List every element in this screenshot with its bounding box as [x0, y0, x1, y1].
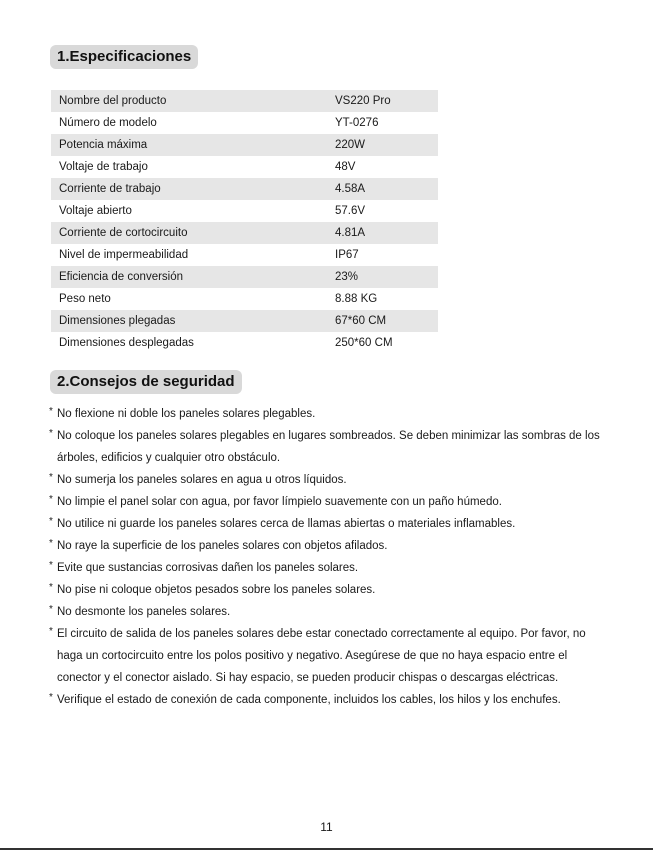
spec-value: 48V	[335, 161, 356, 173]
bottom-rule	[0, 848, 653, 850]
spec-row	[51, 332, 438, 354]
spec-value: 4.81A	[327, 222, 438, 244]
spec-row	[51, 200, 438, 222]
safety-tip	[49, 403, 609, 425]
spec-value: 250*60 CM	[335, 337, 393, 349]
section-heading-safety: 2.Consejos de seguridad	[50, 370, 242, 394]
spec-value: VS220 Pro	[327, 90, 438, 112]
safety-tip-text: El circuito de salida de los paneles solares debe estar conectado correctamente al equipo. Por favor, no haga un cortocircuito entre los polos positivo y negativo. Asegúrese de que no haya espacio entre el conector y el conector aislado. Si hay espacio, se pueden producir chispas o descargas eléctricas.	[57, 628, 586, 684]
safety-tips-list	[49, 403, 609, 711]
spec-label: Dimensiones plegadas	[51, 310, 327, 332]
spec-row	[51, 90, 438, 112]
bullet-asterisk: *	[49, 428, 53, 439]
safety-tip	[49, 469, 609, 491]
safety-tip-text: No coloque los paneles solares plegables en lugares sombreados. Se deben minimizar las sombras de los árboles, edificios y cualquier otro obstáculo.	[57, 430, 600, 464]
spec-label: Eficiencia de conversión	[51, 266, 327, 288]
spec-label: Dimensiones desplegadas	[59, 337, 194, 349]
safety-tip-text: No utilice ni guarde los paneles solares cerca de llamas abiertas o materiales inflamables.	[57, 518, 516, 530]
spec-value: 57.6V	[335, 205, 366, 217]
spec-label: Nivel de impermeabilidad	[59, 249, 189, 261]
spec-value: YT-0276	[335, 117, 379, 129]
bullet-asterisk: *	[49, 604, 53, 615]
bullet-asterisk: *	[49, 516, 53, 527]
safety-tip	[49, 623, 609, 689]
safety-tip-text: No desmonte los paneles solares.	[57, 606, 231, 618]
specifications-table	[51, 90, 438, 354]
spec-label: Voltaje abierto	[59, 205, 132, 217]
safety-tip	[49, 491, 609, 513]
spec-row	[51, 222, 438, 244]
spec-label: Corriente de cortocircuito	[51, 222, 327, 244]
safety-tip	[49, 535, 609, 557]
spec-value: 23%	[327, 266, 438, 288]
bullet-asterisk: *	[49, 538, 53, 549]
spec-label: Corriente de trabajo	[51, 178, 327, 200]
safety-tip-text: No limpie el panel solar con agua, por favor límpielo suavemente con un paño húmedo.	[57, 496, 502, 508]
bullet-asterisk: *	[49, 692, 53, 703]
spec-value: 8.88 KG	[335, 293, 378, 305]
safety-tip	[49, 579, 609, 601]
spec-row	[51, 244, 438, 266]
safety-tip-text: No raye la superficie de los paneles solares con objetos afilados.	[57, 540, 388, 552]
spec-row	[51, 156, 438, 178]
spec-label: Número de modelo	[59, 117, 157, 129]
bullet-asterisk: *	[49, 626, 53, 637]
page-number: 11	[320, 820, 333, 834]
spec-label: Peso neto	[59, 293, 111, 305]
bullet-asterisk: *	[49, 582, 53, 593]
safety-tip-text: No sumerja los paneles solares en agua u otros líquidos.	[57, 474, 347, 486]
safety-tip-text: Verifique el estado de conexión de cada componente, incluidos los cables, los hilos y los enchufes.	[57, 694, 561, 706]
spec-row	[51, 266, 438, 288]
spec-row	[51, 310, 438, 332]
bullet-asterisk: *	[49, 560, 53, 571]
spec-label: Voltaje de trabajo	[59, 161, 148, 173]
safety-tip	[49, 425, 609, 469]
spec-row	[51, 288, 438, 310]
safety-tip-text: Evite que sustancias corrosivas dañen los paneles solares.	[57, 562, 359, 574]
spec-value: 220W	[327, 134, 438, 156]
bullet-asterisk: *	[49, 472, 53, 483]
bullet-asterisk: *	[49, 494, 53, 505]
safety-tip	[49, 513, 609, 535]
spec-value: 4.58A	[327, 178, 438, 200]
spec-row	[51, 178, 438, 200]
safety-tip	[49, 557, 609, 579]
spec-label: Potencia máxima	[51, 134, 327, 156]
spec-label: Nombre del producto	[51, 90, 327, 112]
spec-value: 67*60 CM	[327, 310, 438, 332]
safety-tip	[49, 689, 609, 711]
safety-tip-text: No flexione ni doble los paneles solares plegables.	[57, 408, 316, 420]
spec-row	[51, 134, 438, 156]
spec-row	[51, 112, 438, 134]
section-heading-specifications: 1.Especificaciones	[50, 45, 198, 69]
bullet-asterisk: *	[49, 406, 53, 417]
safety-tip-text: No pise ni coloque objetos pesados sobre los paneles solares.	[57, 584, 376, 596]
safety-tip	[49, 601, 609, 623]
spec-value: IP67	[335, 249, 359, 261]
